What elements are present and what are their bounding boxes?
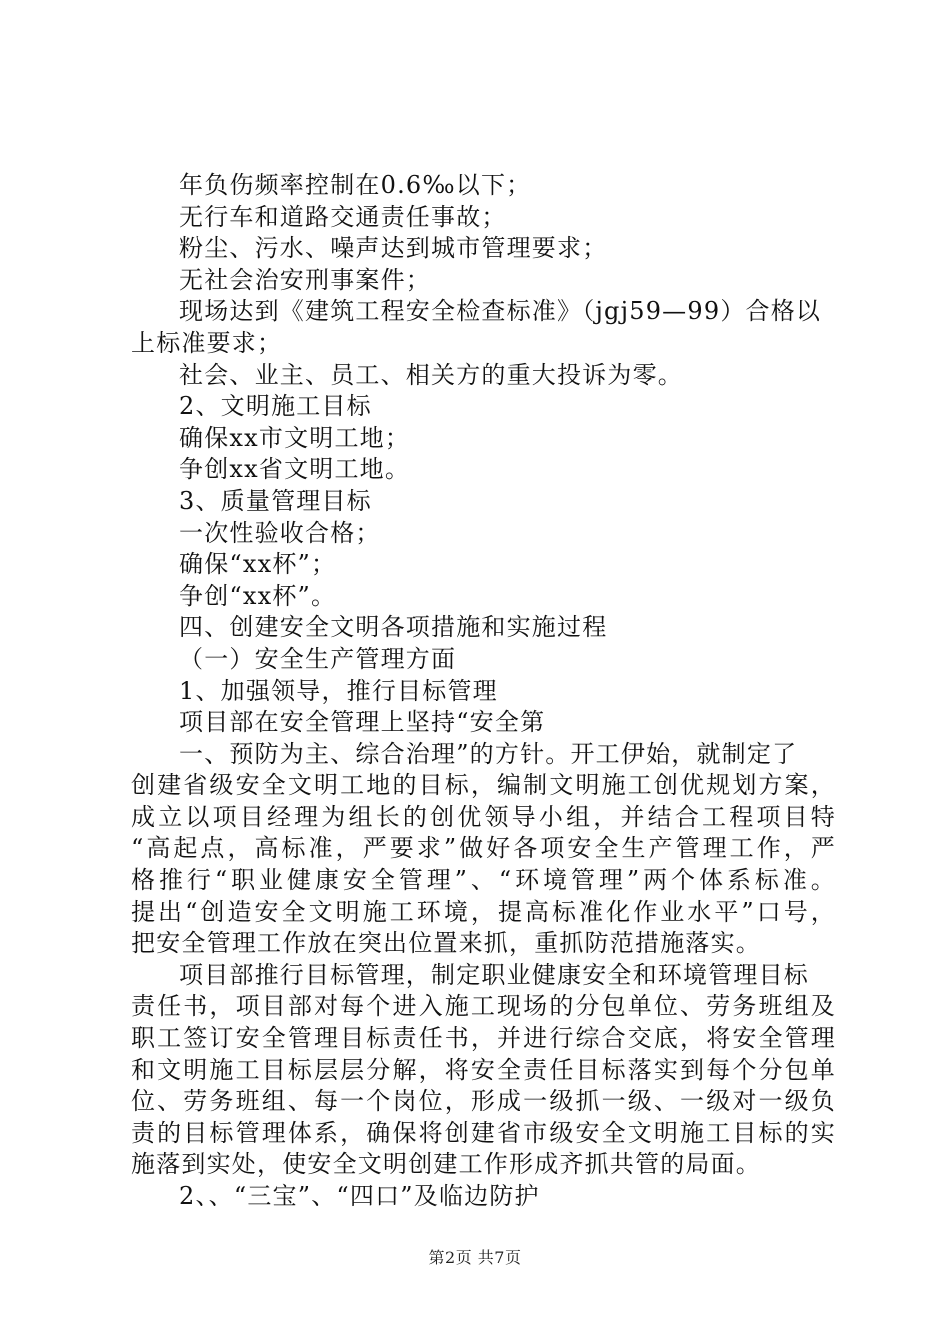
- text-line: 格推行“职业健康安全管理”、“环境管理”两个体系标准。: [131, 866, 836, 895]
- text-line: 争创“xx杯”。: [179, 581, 337, 610]
- text-line: 社会、业主、员工、相关方的重大投诉为零。: [179, 360, 683, 389]
- text-line: 成立以项目经理为组长的创优领导小组，并结合工程项目特: [131, 802, 836, 831]
- text-line: 无行车和道路交通责任事故；: [179, 202, 507, 231]
- text-line: 项目部在安全管理上坚持“安全第: [179, 708, 546, 737]
- text-line: 施落到实处，使安全文明创建工作形成齐抓共管的局面。: [131, 1150, 761, 1179]
- text-line: 无社会治安刑事案件；: [179, 265, 431, 294]
- text-line: 责任书，项目部对每个进入施工现场的分包单位、劳务班组及: [131, 992, 836, 1021]
- text-line: 把安全管理工作放在突出位置来抓，重抓防范措施落实。: [131, 929, 761, 958]
- text-line: 项目部推行目标管理，制定职业健康安全和环境管理目标: [179, 960, 809, 989]
- text-line: 粉尘、污水、噪声达到城市管理要求；: [179, 234, 608, 263]
- text-line: 提出“创造安全文明施工环境，提高标准化作业水平”口号，: [131, 897, 836, 926]
- section-heading: 1、加强领导，推行目标管理: [179, 676, 498, 705]
- text-line: “高起点，高标准，严要求”做好各项安全生产管理工作，严: [131, 834, 836, 863]
- text-line: 创建省级安全文明工地的目标，编制文明施工创优规划方案，: [131, 771, 836, 800]
- section-heading: 2、文明施工目标: [179, 392, 372, 421]
- text-line: 确保xx市文明工地；: [179, 423, 411, 452]
- page-number-footer: 第2页 共7页: [428, 1248, 522, 1267]
- section-heading: （一）安全生产管理方面: [179, 644, 457, 673]
- text-line: 一、预防为主、综合治理”的方针。开工伊始，就制定了: [179, 739, 798, 768]
- text-line: 职工签订安全管理目标责任书，并进行综合交底，将安全管理: [131, 1024, 836, 1053]
- text-line: 责的目标管理体系，确保将创建省市级安全文明施工目标的实: [131, 1118, 836, 1147]
- text-line: 现场达到《建筑工程安全检查标准》（jgj59—99）合格以: [179, 297, 822, 326]
- section-heading: 四、创建安全文明各项措施和实施过程: [179, 613, 608, 642]
- text-line: 位、劳务班组、每一个岗位，形成一级抓一级、一级对一级负: [131, 1087, 836, 1116]
- section-heading: 3、质量管理目标: [179, 486, 372, 515]
- text-line: 上标准要求；: [131, 328, 283, 357]
- text-line: 争创xx省文明工地。: [179, 455, 411, 484]
- text-line: 和文明施工目标层层分解，将安全责任目标落实到每个分包单: [131, 1055, 836, 1084]
- text-line: 一次性验收合格；: [179, 518, 381, 547]
- text-line: 确保“xx杯”；: [179, 550, 337, 579]
- section-heading: 2、、“三宝”、“四口”及临边防护: [179, 1182, 540, 1210]
- document-body: [131, 170, 836, 1213]
- text-line: 年负伤频率控制在0.6‰以下；: [179, 171, 532, 199]
